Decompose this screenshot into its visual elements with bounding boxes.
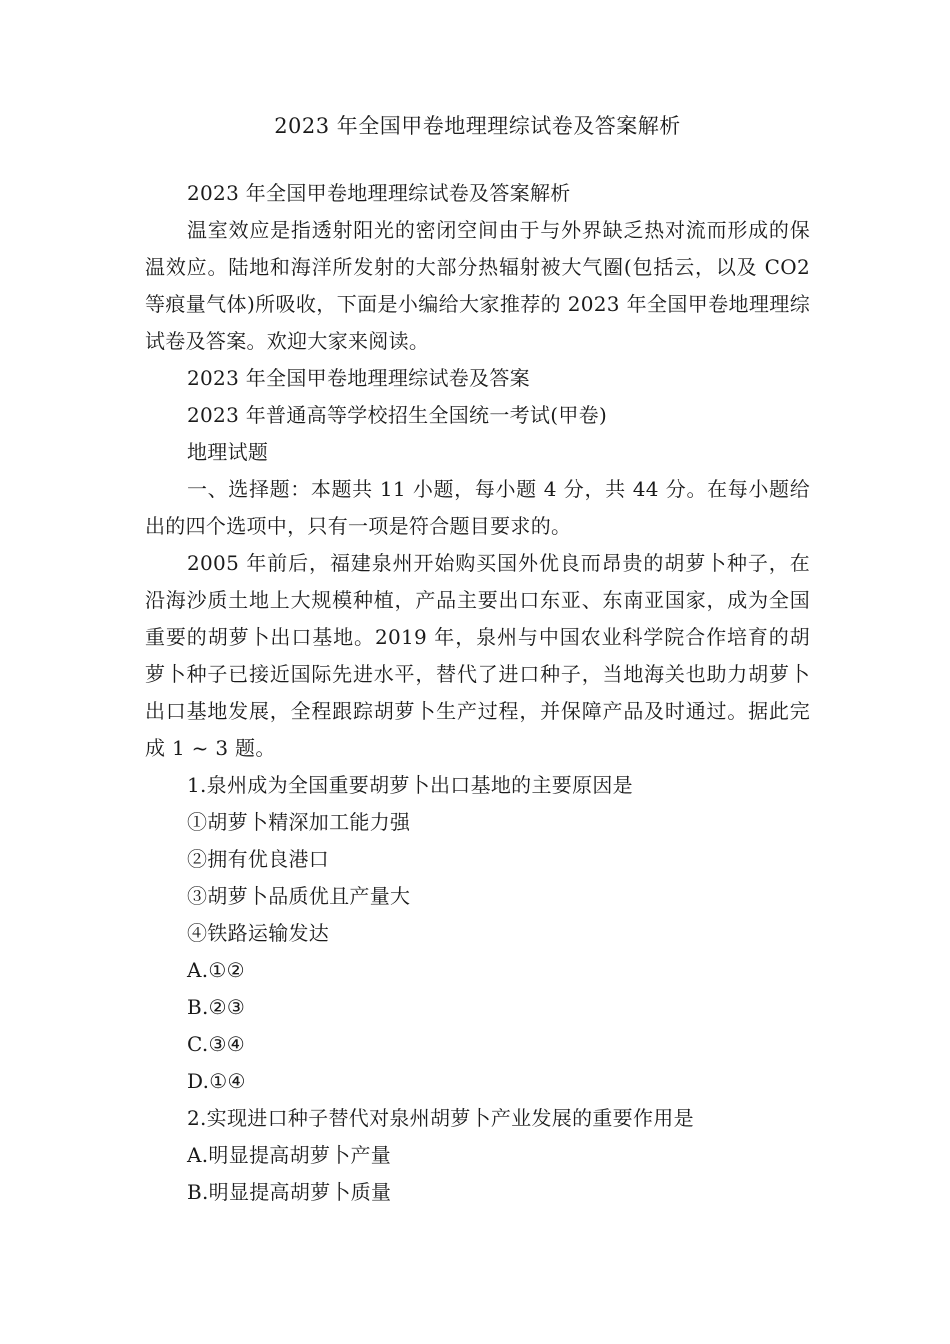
question-stem: 2.实现进口种子替代对泉州胡萝卜产业发展的重要作用是 bbox=[187, 1106, 694, 1130]
question-stem: 1.泉州成为全国重要胡萝卜出口基地的主要原因是 bbox=[187, 773, 633, 797]
paragraph: 2023 年全国甲卷地理理综试卷及答案解析 bbox=[187, 181, 571, 205]
paragraph: 温室效应是指透射阳光的密闭空间由于与外界缺乏热对流而形成的保温效应。陆地和海洋所发射的大部分热辐射被大气圈(包括云，以及 CO2 等痕量气体)所吸收，下面是小编给大家推荐的 2023 年全国甲卷地理理综试卷及答案。欢迎大家来阅读。 bbox=[145, 218, 810, 353]
document-body bbox=[145, 175, 810, 1211]
paragraph: 地理试题 bbox=[187, 440, 269, 464]
paragraph: 2005 年前后，福建泉州开始购买国外优良而昂贵的胡萝卜种子，在沿海沙质土地上大规模种植，产品主要出口东亚、东南亚国家，成为全国重要的胡萝卜出口基地。2019 年，泉州与中国农业科学院合作培育的胡萝卜种子已接近国际先进水平，替代了进口种子，当地海关也助力胡萝卜出口基地发展，全程跟踪胡萝卜生产过程，并保障产品及时通过。据此完成 1 ~ 3 题。 bbox=[145, 551, 810, 760]
answer-option: B.②③ bbox=[187, 995, 246, 1019]
answer-option: A.①② bbox=[187, 958, 245, 982]
document-title: 2023 年全国甲卷地理理综试卷及答案解析 bbox=[274, 114, 681, 138]
question-item: ④铁路运输发达 bbox=[187, 921, 330, 945]
answer-option: B.明显提高胡萝卜质量 bbox=[187, 1180, 392, 1204]
paragraph: 2023 年全国甲卷地理理综试卷及答案 bbox=[187, 366, 530, 390]
paragraph: 一、选择题：本题共 11 小题，每小题 4 分，共 44 分。在每小题给出的四个选项中，只有一项是符合题目要求的。 bbox=[145, 477, 810, 538]
document-page bbox=[145, 108, 810, 1211]
question-item: ①胡萝卜精深加工能力强 bbox=[187, 810, 411, 834]
paragraph: 2023 年普通高等学校招生全国统一考试(甲卷) bbox=[187, 403, 608, 427]
answer-option: D.①④ bbox=[187, 1069, 246, 1093]
answer-option: C.③④ bbox=[187, 1032, 246, 1056]
question-item: ③胡萝卜品质优且产量大 bbox=[187, 884, 411, 908]
answer-option: A.明显提高胡萝卜产量 bbox=[187, 1143, 392, 1167]
question-item: ②拥有优良港口 bbox=[187, 847, 330, 871]
